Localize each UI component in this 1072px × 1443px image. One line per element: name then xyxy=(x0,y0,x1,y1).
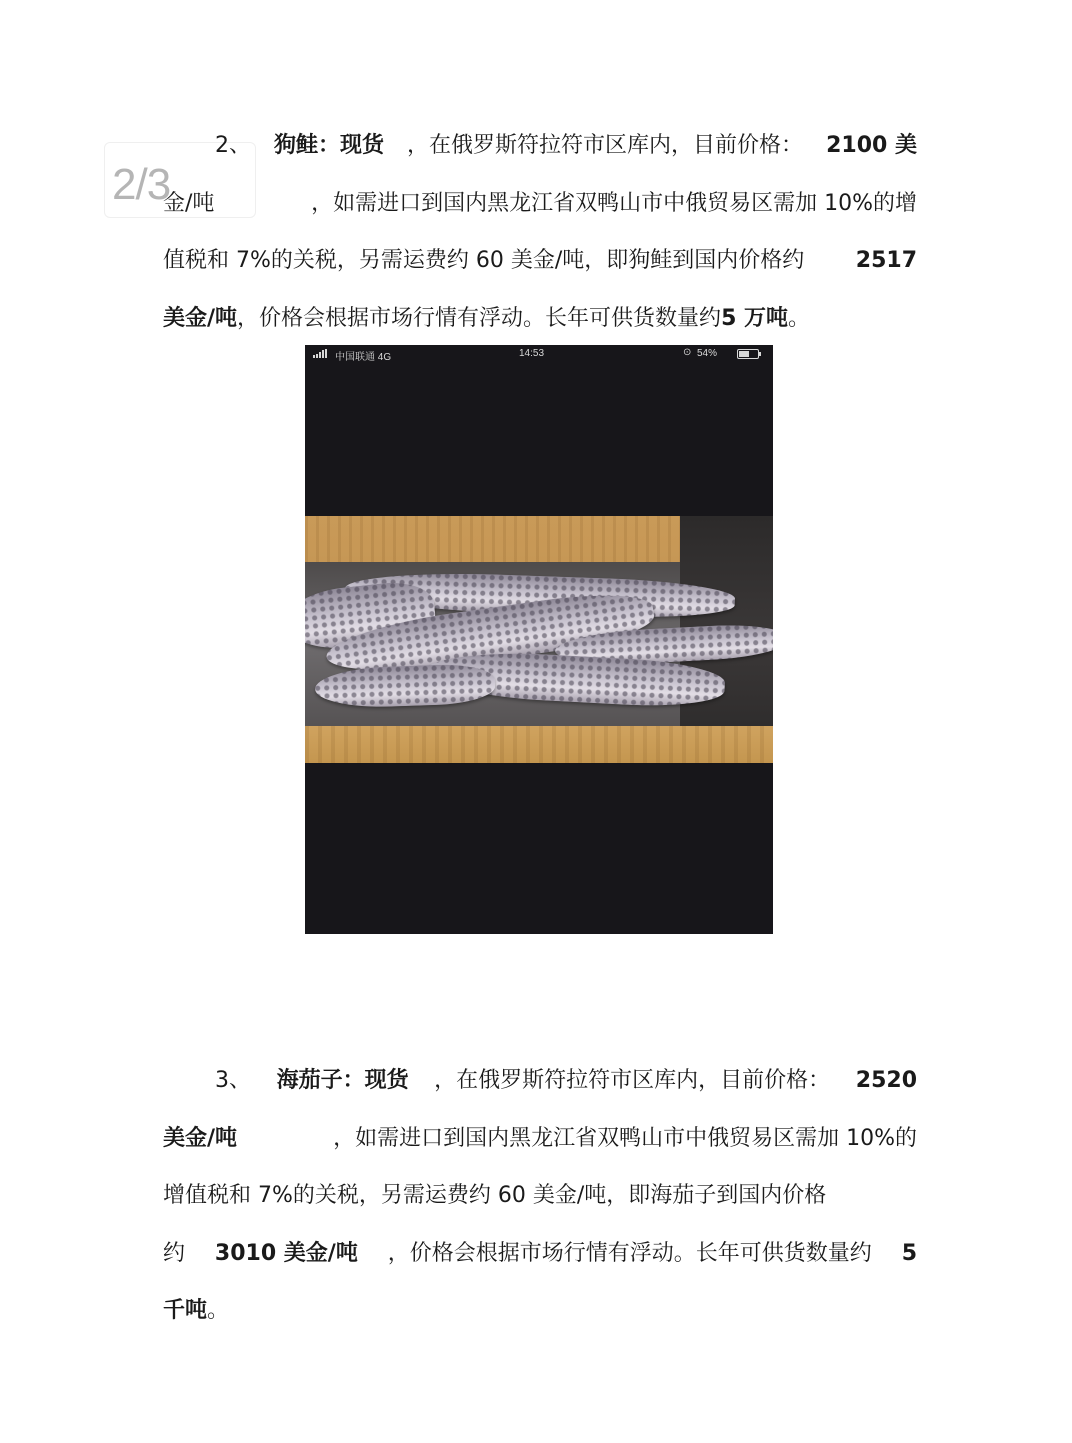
signal-icon xyxy=(313,349,327,358)
text-run: 值税和 7%的关税，另需运费约 60 美金/吨，即狗鲑到国内价格约 xyxy=(163,248,805,273)
text-run-bold: 2517 xyxy=(855,248,917,273)
section-2-line xyxy=(163,290,917,348)
section-2-line xyxy=(163,232,917,290)
phone-screenshot xyxy=(305,345,773,934)
text-run: 增值税和 7%的关税，另需运费约 60 美金/吨，即海茄子到国内价格 xyxy=(163,1183,827,1208)
text-run-bold: 5 xyxy=(901,1240,917,1266)
section-3-line xyxy=(163,1225,917,1283)
text-run: ，价格会根据市场行情有浮动。长年可供货数量约 xyxy=(387,1240,872,1266)
text-run: 2、 xyxy=(215,133,251,158)
text-run: 3、 xyxy=(215,1068,251,1093)
text-run: ，在俄罗斯符拉符市区库内，目前价格： xyxy=(407,133,804,158)
page-indicator xyxy=(112,160,170,210)
text-run: 金/吨 xyxy=(163,190,215,216)
text-run-bold: 2520 xyxy=(855,1068,917,1093)
alarm-icon: ⊙ xyxy=(683,347,692,358)
text-run: 。 xyxy=(207,1298,230,1323)
page-indicator-text: 2/3 xyxy=(112,160,171,209)
status-time: 14:53 xyxy=(519,348,545,359)
section-2-line xyxy=(163,117,917,175)
text-run-bold: 3010 美金/吨 xyxy=(214,1240,358,1266)
fish-photo xyxy=(305,516,773,763)
text-run: 约 xyxy=(163,1240,186,1266)
text-run-bold: 千吨 xyxy=(163,1298,208,1323)
carrier-label: 中国联通 4G xyxy=(335,352,392,363)
section-3-line xyxy=(163,1167,917,1225)
section-3-line xyxy=(163,1110,917,1168)
text-run-bold: 美金/吨 xyxy=(163,1125,238,1151)
section-2-line xyxy=(163,175,917,233)
section-3-line xyxy=(163,1282,917,1340)
wood-surface xyxy=(305,726,773,763)
text-run-bold: 美金/吨 xyxy=(163,305,238,331)
text-run: 。 xyxy=(788,305,811,331)
section-3-paragraph xyxy=(163,1052,917,1340)
battery-icon xyxy=(737,349,759,359)
text-run: ，如需进口到国内黑龙江省双鸭山市中俄贸易区需加 10%的增 xyxy=(311,190,917,216)
text-run: ，在俄罗斯符拉符市区库内，目前价格： xyxy=(434,1068,831,1093)
text-run: ，价格会根据市场行情有浮动。长年可供货数量约 xyxy=(237,305,722,331)
text-run-bold: 5 万吨 xyxy=(721,305,789,331)
text-run-bold: 狗鲑：现货 xyxy=(274,133,385,158)
phone-status-bar xyxy=(305,345,773,363)
section-3-line xyxy=(163,1052,917,1110)
text-run-bold: 海茄子：现货 xyxy=(276,1068,409,1093)
text-run: ，如需进口到国内黑龙江省双鸭山市中俄贸易区需加 10%的 xyxy=(333,1125,917,1151)
battery-percent: 54% xyxy=(697,348,718,359)
text-run-bold: 2100 美 xyxy=(826,133,917,158)
section-2-paragraph xyxy=(163,117,917,347)
